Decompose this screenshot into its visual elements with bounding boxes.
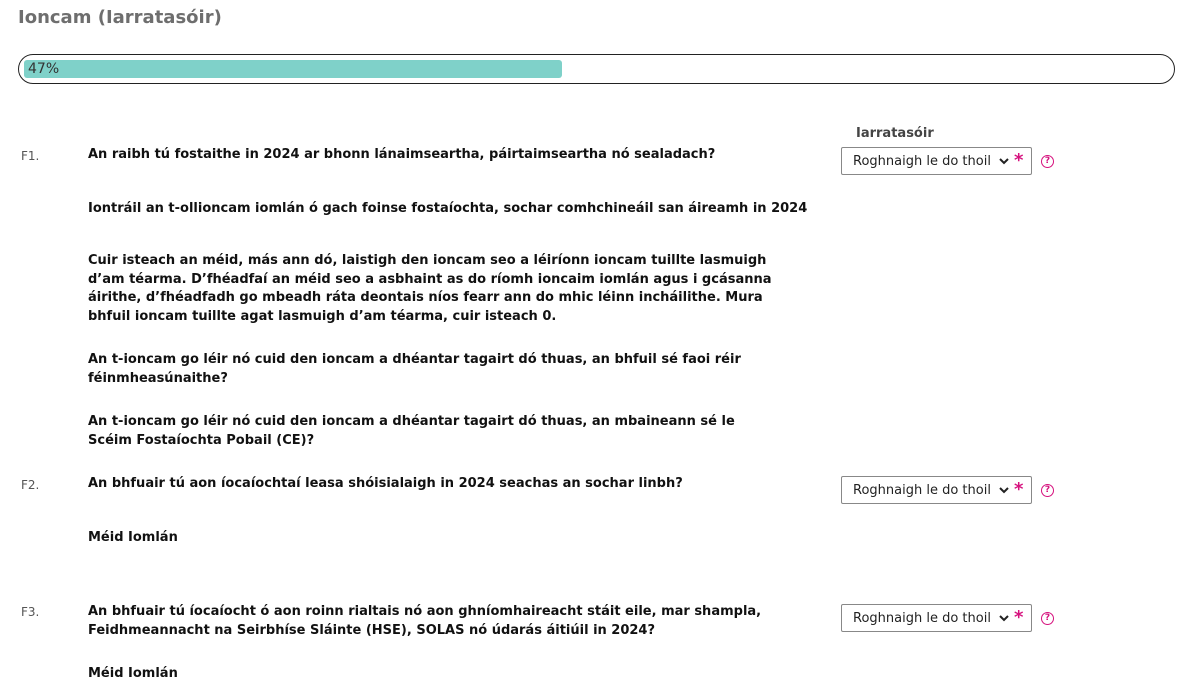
f2-answer-select[interactable] (841, 476, 1032, 504)
followup-text: An t-ioncam go léir nó cuid den ioncam a dhéantar tagairt dó thuas, an bhfuil sé faoi réir féinmheasúnaithe? (88, 352, 741, 386)
page-title: Ioncam (Iarratasóir) (18, 7, 222, 28)
question-text: An bhfuair tú aon íocaíochtaí leasa shóisialaigh in 2024 seachas an sochar linbh? (88, 476, 683, 491)
select-value: Roghnaigh le do thoil (853, 154, 991, 169)
followup-text: Iontráil an t-ollioncam iomlán ó gach foinse fostaíochta, sochar comhchineáil san áireamh in 2024 (88, 201, 808, 216)
required-icon: * (1014, 607, 1024, 628)
followup-text: Cuir isteach an méid, más ann dó, laistigh den ioncam seo a léiríonn ioncam tuillte lasmuigh d’am téarma. D’fhéadfaí an méid seo a asbhaint as do ríomh ioncaim iomlán agus i gcásanna áirithe, d’fhéadfadh go mbeadh ráta deontais níos fearr ann do mhic léinn incháilithe. Mura bhfuil ioncam tuillte agat lasmuigh d’am téarma, cuir isteach 0. (88, 253, 772, 324)
question-number: F3. (21, 605, 40, 619)
followup-text: Méid Iomlán (88, 530, 178, 545)
progress-label: 47% (28, 61, 60, 77)
followup-text: An t-ioncam go léir nó cuid den ioncam a dhéantar tagairt dó thuas, an mbaineann sé le Scéim Fostaíochta Pobail (CE)? (88, 414, 735, 448)
chevron-down-icon (999, 485, 1009, 495)
followup-text: Méid Iomlán (88, 666, 178, 681)
column-header-applicant: Iarratasóir (856, 126, 934, 141)
question-number: F1. (21, 149, 40, 163)
f3-answer-select[interactable] (841, 604, 1032, 632)
chevron-down-icon (999, 156, 1009, 166)
progress-fill (24, 60, 562, 78)
f1-answer-select[interactable] (841, 147, 1032, 175)
question-text: An raibh tú fostaithe in 2024 ar bhonn lánaimseartha, páirtaimseartha nó sealadach? (88, 147, 716, 162)
help-icon[interactable]: ? (1041, 484, 1054, 497)
help-icon[interactable]: ? (1041, 612, 1054, 625)
required-icon: * (1014, 150, 1024, 171)
progress-bar (18, 54, 1175, 84)
required-icon: * (1014, 479, 1024, 500)
select-value: Roghnaigh le do thoil (853, 483, 991, 498)
help-icon[interactable]: ? (1041, 155, 1054, 168)
chevron-down-icon (999, 613, 1009, 623)
question-text: An bhfuair tú íocaíocht ó aon roinn rialtais nó aon ghníomhaireacht stáit eile, mar shampla, Feidhmeannacht na Seirbhíse Sláinte (HSE), SOLAS nó údarás áitiúil in 2024? (88, 604, 762, 638)
select-value: Roghnaigh le do thoil (853, 611, 991, 626)
question-number: F2. (21, 478, 40, 492)
